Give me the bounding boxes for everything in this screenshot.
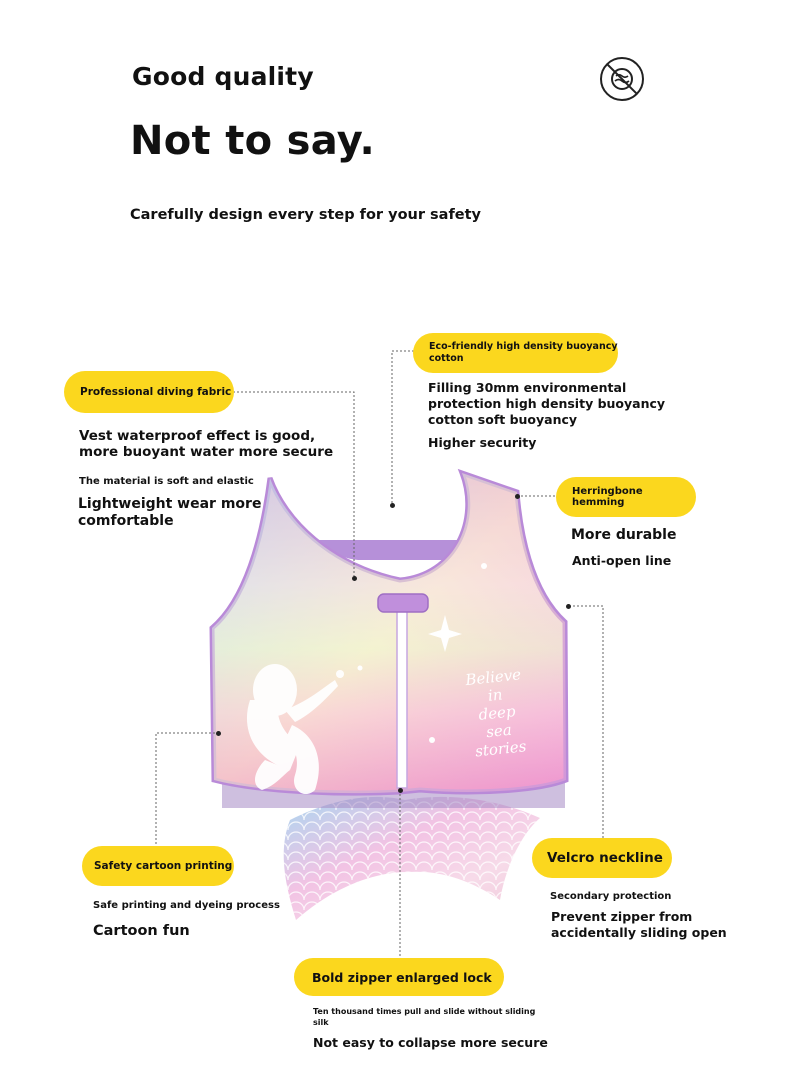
fabric-desc-3: The material is soft and elastic xyxy=(79,476,254,487)
subtitle: Carefully design every step for your safety xyxy=(130,207,481,223)
hemming-pill-label: Herringbone hemming xyxy=(572,486,643,508)
marker-dot xyxy=(352,576,357,581)
marker-dot xyxy=(515,494,520,499)
vest-slogan-line-2: in xyxy=(486,685,504,705)
marker-dot xyxy=(398,788,403,793)
velcro-desc-1: Secondary protection xyxy=(550,891,672,902)
zipper-pill-label: Bold zipper enlarged lock xyxy=(312,969,492,985)
printing-desc-2: Cartoon fun xyxy=(93,923,190,939)
fabric-desc-2: more buoyant water more secure xyxy=(79,444,334,460)
vest-slogan-line-3: deep xyxy=(477,702,517,724)
fabric-pill xyxy=(64,371,234,413)
cotton-pill-label-1: Eco-friendly high density buoyancy xyxy=(429,341,618,352)
vest-slogan-line-5: stories xyxy=(474,737,528,761)
cotton-desc-3: cotton soft buoyancy xyxy=(428,412,578,427)
zipper-desc-2: silk xyxy=(313,1018,329,1027)
marker-dot xyxy=(390,503,395,508)
hemming-pill xyxy=(556,477,696,517)
cotton-pill-label-2: cotton xyxy=(429,353,464,364)
printing-pill-label: Safety cartoon printing xyxy=(94,860,233,872)
headline-good-quality: Good quality xyxy=(132,62,314,91)
velcro-desc-3: accidentally sliding open xyxy=(551,925,727,940)
zipper-pill xyxy=(294,958,504,996)
velcro-pill-label: Velcro neckline xyxy=(547,850,663,866)
cotton-desc-4: Higher security xyxy=(428,435,537,450)
cotton-pill xyxy=(413,333,618,373)
zipper-desc-1: Ten thousand times pull and slide without sliding xyxy=(313,1007,536,1016)
zipper-desc-3: Not easy to collapse more secure xyxy=(313,1035,548,1050)
printing-desc-1: Safe printing and dyeing process xyxy=(93,900,280,911)
fabric-pill-label: Professional diving fabric xyxy=(80,386,232,398)
hemming-desc-1: More durable xyxy=(571,527,677,543)
velcro-pill xyxy=(532,838,672,878)
marker-dot xyxy=(216,731,221,736)
cotton-desc-2: protection high density buoyancy xyxy=(428,396,666,411)
headline-not-to-say: Not to say. xyxy=(130,118,375,164)
fabric-desc-4: Lightweight wear more xyxy=(78,496,262,512)
vest-slogan-line-1: Believe xyxy=(464,665,522,690)
fabric-desc-1: Vest waterproof effect is good, xyxy=(79,428,316,444)
vest-slogan-line-4: sea xyxy=(485,720,513,742)
velcro-desc-2: Prevent zipper from xyxy=(551,909,693,924)
hemming-desc-2: Anti-open line xyxy=(572,553,672,568)
marker-dot xyxy=(566,604,571,609)
fabric-desc-5: comfortable xyxy=(78,513,174,529)
printing-pill xyxy=(82,846,234,886)
cotton-desc-1: Filling 30mm environmental xyxy=(428,380,627,395)
